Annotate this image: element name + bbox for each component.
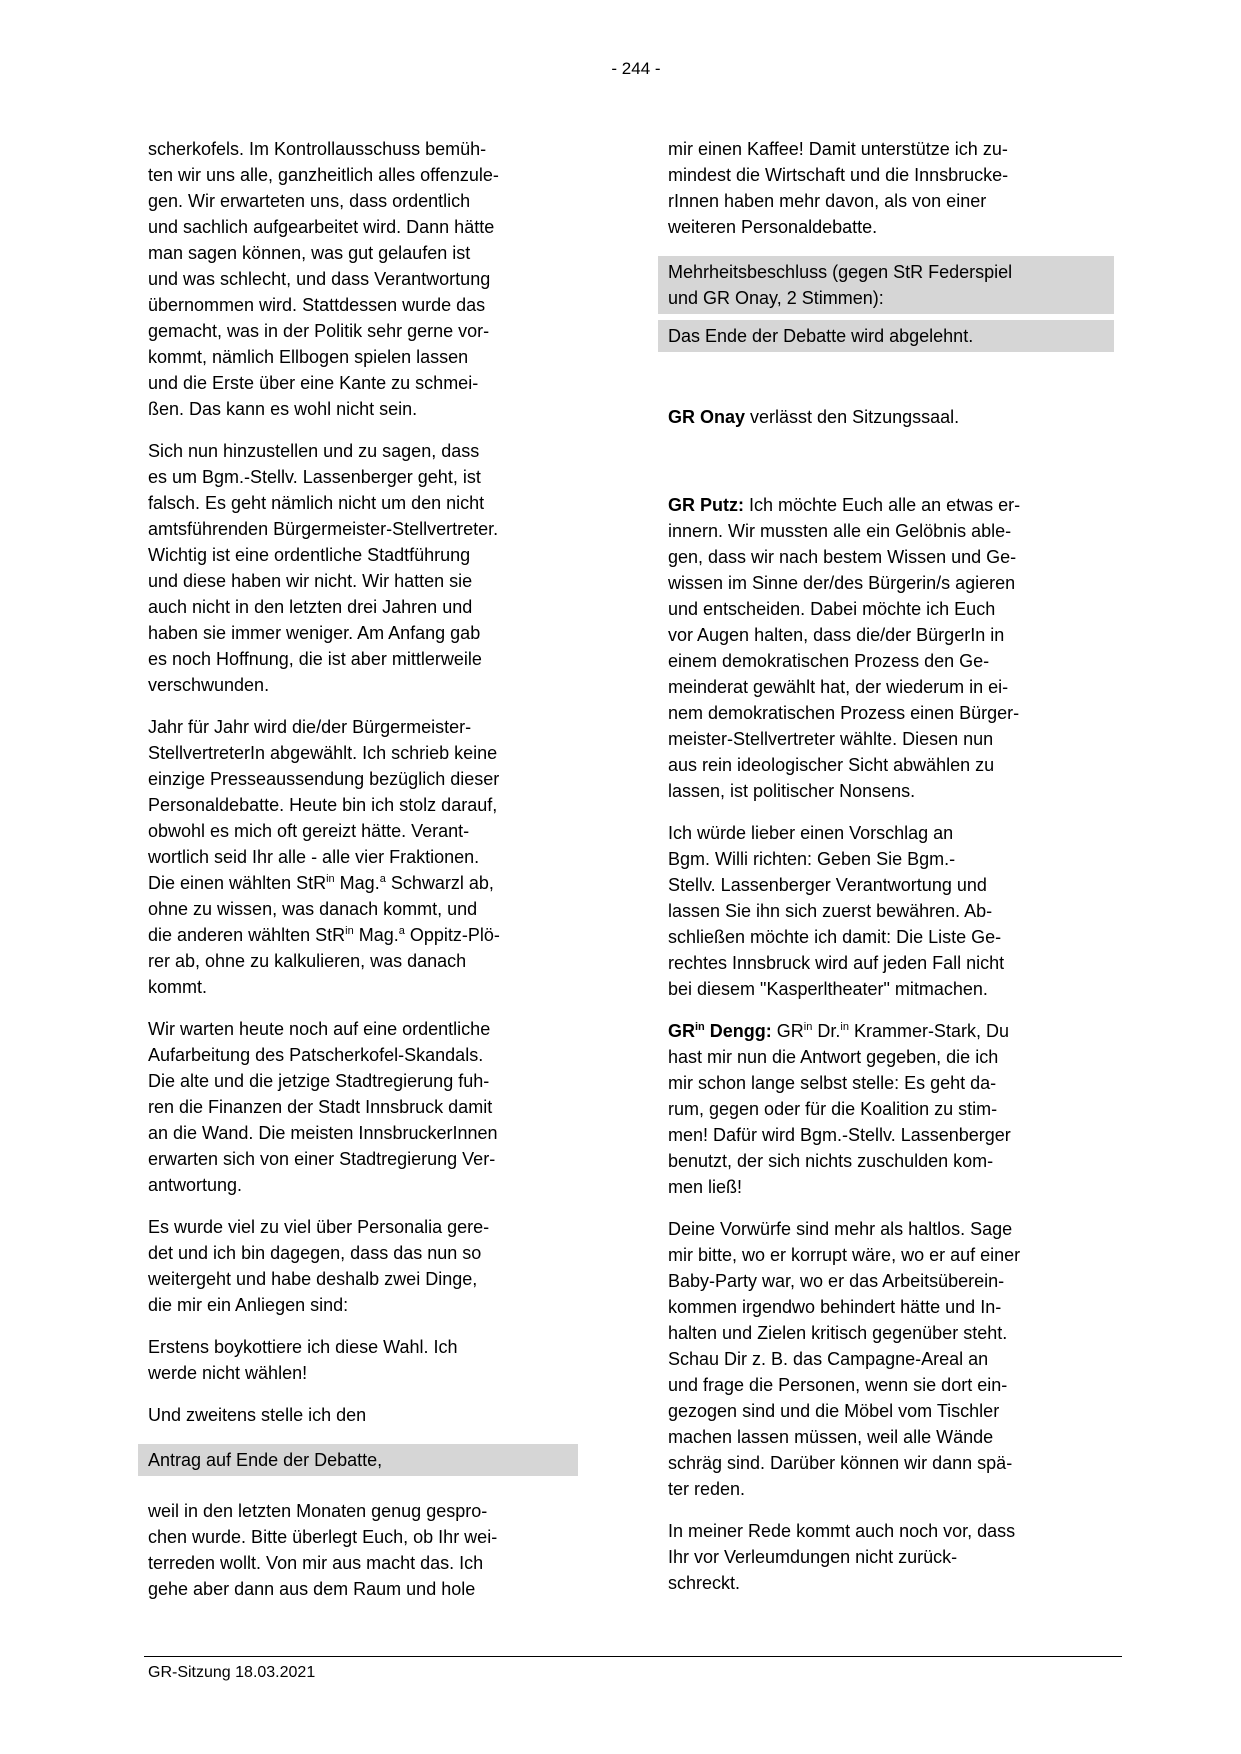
text-line: [668, 1476, 1114, 1502]
text-line: [668, 404, 1114, 430]
superscript-text: in: [326, 873, 335, 885]
text-line: [668, 674, 1114, 700]
text-run: Dr.: [812, 1021, 841, 1041]
text-line: [148, 922, 578, 948]
text-line: [668, 544, 1114, 570]
text-run: ßen. Das kann es wohl nicht sein.: [148, 399, 418, 419]
text-run: Die einen wählten StR: [148, 873, 327, 893]
text-run: rum, gegen oder für die Koalition zu stim-: [668, 1099, 998, 1119]
paragraph: [668, 1018, 1114, 1200]
page-content: [148, 136, 1124, 1618]
text-line: [148, 438, 578, 464]
text-run: die anderen wählten StR: [148, 925, 346, 945]
text-run: Und zweitens stelle ich den: [148, 1405, 367, 1425]
text-line: [668, 162, 1114, 188]
text-run: chen wurde. Bitte überlegt Euch, ob Ihr wei-: [148, 1527, 498, 1547]
text-run: innern. Wir mussten alle ein Gelöbnis able-: [668, 521, 1012, 541]
text-line: [148, 240, 578, 266]
text-run: rechtes Innsbruck wird auf jeden Fall nicht: [668, 953, 1005, 973]
text-run: Das Ende der Debatte wird abgelehnt.: [668, 326, 974, 346]
text-run: vor Augen halten, dass die/der BürgerIn in: [668, 625, 1005, 645]
text-line: [668, 1346, 1114, 1372]
text-run: terreden wollt. Von mir aus macht das. Ich: [148, 1553, 484, 1573]
paragraph: [148, 1334, 578, 1386]
text-line: [148, 1172, 578, 1198]
text-run: Stellv. Lassenberger Verantwortung und: [668, 875, 987, 895]
text-run: ten wir uns alle, ganzheitlich alles offenzule-: [148, 165, 499, 185]
text-line: [148, 896, 578, 922]
text-line: [148, 844, 578, 870]
text-run: meister-Stellvertreter wählte. Diesen nun: [668, 729, 994, 749]
text-run: rInnen haben mehr davon, als von einer: [668, 191, 987, 211]
text-line: [148, 370, 578, 396]
text-run: Krammer-Stark, Du: [848, 1021, 1009, 1041]
footer-rule: [144, 1656, 1122, 1657]
text-line: [148, 568, 578, 594]
text-run: ren die Finanzen der Stadt Innsbruck damit: [148, 1097, 493, 1117]
text-line: [148, 594, 578, 620]
text-line: [668, 285, 1112, 311]
text-line: [668, 622, 1114, 648]
text-line: [668, 1070, 1114, 1096]
text-line: [668, 872, 1114, 898]
text-run: In meiner Rede kommt auch noch vor, dass: [668, 1521, 1016, 1541]
text-run: aus rein ideologischer Sicht abwählen zu: [668, 755, 995, 775]
text-run: ter reden.: [668, 1479, 746, 1499]
text-line: [148, 792, 578, 818]
text-line: [148, 396, 578, 422]
text-line: [148, 1068, 578, 1094]
text-run: Ihr vor Verleumdungen nicht zurück-: [668, 1547, 958, 1567]
text-line: [668, 976, 1114, 1002]
text-run: gezogen sind und die Möbel vom Tischler: [668, 1401, 1000, 1421]
text-run: scherkofels. Im Kontrollausschuss bemüh-: [148, 139, 487, 159]
text-line: [668, 518, 1114, 544]
footer-text: GR-Sitzung 18.03.2021: [148, 1664, 316, 1681]
text-run: mir schon lange selbst stelle: Es geht da-: [668, 1073, 997, 1093]
paragraph: [668, 492, 1114, 804]
text-line: [148, 620, 578, 646]
text-run: und die Erste über eine Kante zu schmei-: [148, 373, 479, 393]
text-line: [668, 1148, 1114, 1174]
text-line: [148, 1360, 578, 1386]
text-line: [668, 752, 1114, 778]
text-run: Baby-Party war, wo er das Arbeitsüberein-: [668, 1271, 1005, 1291]
text-run: weiteren Personaldebatte.: [668, 217, 878, 237]
text-line: [148, 1214, 578, 1240]
paragraph: [148, 438, 578, 698]
text-line: [668, 136, 1114, 162]
text-run: men! Dafür wird Bgm.-Stellv. Lassenberger: [668, 1125, 1011, 1145]
text-line: [148, 1094, 578, 1120]
text-line: [668, 898, 1114, 924]
text-run: auch nicht in den letzten drei Jahren und: [148, 597, 473, 617]
text-line: [148, 974, 578, 1000]
text-line: [668, 700, 1114, 726]
text-line: [148, 1524, 578, 1550]
text-line: [668, 1268, 1114, 1294]
text-line: [148, 344, 578, 370]
text-run: ohne zu wissen, was danach kommt, und: [148, 899, 478, 919]
text-run: verlässt den Sitzungssaal.: [745, 407, 960, 427]
text-line: [668, 323, 1112, 349]
text-line: [668, 1320, 1114, 1346]
text-run: Ich würde lieber einen Vorschlag an: [668, 823, 954, 843]
text-line: [148, 266, 578, 292]
text-run: weitergeht und habe deshalb zwei Dinge,: [148, 1269, 478, 1289]
text-line: [148, 740, 578, 766]
text-line: [668, 214, 1114, 240]
text-run: mir einen Kaffee! Damit unterstütze ich zu-: [668, 139, 1008, 159]
text-line: [148, 870, 578, 896]
text-run: Bgm. Willi richten: Geben Sie Bgm.-: [668, 849, 956, 869]
text-line: [668, 1398, 1114, 1424]
text-run: GR: [771, 1021, 804, 1041]
text-run: Mehrheitsbeschluss (gegen StR Federspiel: [668, 262, 1013, 282]
text-run: Mag.: [334, 873, 380, 893]
text-run: einzige Presseaussendung bezüglich dieser: [148, 769, 500, 789]
text-run: obwohl es mich oft gereizt hätte. Verant-: [148, 821, 470, 841]
text-line: [668, 1174, 1114, 1200]
text-run: falsch. Es geht nämlich nicht um den nicht: [148, 493, 485, 513]
text-line: [668, 1570, 1114, 1596]
text-run: StellvertreterIn abgewählt. Ich schrieb keine: [148, 743, 498, 763]
text-line: [148, 1240, 578, 1266]
text-run: Die alte und die jetzige Stadtregierung fuh-: [148, 1071, 490, 1091]
text-line: [148, 672, 578, 698]
text-line: [668, 259, 1112, 285]
text-line: [668, 820, 1114, 846]
paragraph: [668, 1216, 1114, 1502]
text-run: antwortung.: [148, 1175, 243, 1195]
text-line: [148, 318, 578, 344]
text-run: und frage die Personen, wenn sie dort ein-: [668, 1375, 1008, 1395]
text-line: [148, 188, 578, 214]
superscript-text: a: [379, 873, 386, 885]
text-run: Ich möchte Euch alle an etwas er-: [744, 495, 1021, 515]
text-run: benutzt, der sich nichts zuschulden kom-: [668, 1151, 994, 1171]
text-run: Mag.: [353, 925, 399, 945]
text-run: haben sie immer weniger. Am Anfang gab: [148, 623, 481, 643]
superscript-text: in: [695, 1021, 705, 1033]
text-run: kommen irgendwo behindert hätte und In-: [668, 1297, 1002, 1317]
text-line: [668, 846, 1114, 872]
text-line: [668, 778, 1114, 804]
right-column: [668, 136, 1114, 1618]
text-run: Personaldebatte. Heute bin ich stolz darauf,: [148, 795, 498, 815]
text-run: Es wurde viel zu viel über Personalia gere-: [148, 1217, 490, 1237]
text-run: lassen, ist politischer Nonsens.: [668, 781, 916, 801]
superscript-text: a: [398, 925, 405, 937]
text-line: [668, 1372, 1114, 1398]
highlight-block: [138, 1444, 578, 1476]
text-line: [148, 1576, 578, 1602]
bold-text: GR Onay: [668, 407, 746, 427]
text-run: es um Bgm.-Stellv. Lassenberger geht, ist: [148, 467, 481, 487]
text-run: und sachlich aufgearbeitet wird. Dann hätte: [148, 217, 495, 237]
text-line: [668, 1044, 1114, 1070]
text-run: werde nicht wählen!: [148, 1363, 308, 1383]
text-line: [668, 1216, 1114, 1242]
text-line: [668, 1450, 1114, 1476]
text-line: [148, 1550, 578, 1576]
text-run: mir bitte, wo er korrupt wäre, wo er auf einer: [668, 1245, 1021, 1265]
text-run: Jahr für Jahr wird die/der Bürgermeister-: [148, 717, 472, 737]
text-run: wortlich seid Ihr alle - alle vier Fraktionen.: [148, 847, 480, 867]
text-line: [148, 1016, 578, 1042]
text-line: [668, 1122, 1114, 1148]
text-run: Schau Dir z. B. das Campagne-Areal an: [668, 1349, 989, 1369]
text-line: [668, 188, 1114, 214]
text-run: man sagen können, was gut gelaufen ist: [148, 243, 471, 263]
text-run: kommt, nämlich Ellbogen spielen lassen: [148, 347, 469, 367]
text-line: [668, 1294, 1114, 1320]
vertical-spacer: [668, 358, 1114, 388]
bold-text: Dengg:: [704, 1021, 772, 1041]
text-run: machen lassen müssen, weil alle Wände: [668, 1427, 994, 1447]
paragraph: [148, 714, 578, 1000]
text-run: Wir warten heute noch auf eine ordentliche: [148, 1019, 491, 1039]
text-run: lassen Sie ihn sich zuerst bewähren. Ab-: [668, 901, 993, 921]
text-run: verschwunden.: [148, 675, 270, 695]
text-line: [148, 1402, 578, 1428]
paragraph: [668, 404, 1114, 430]
text-run: Deine Vorwürfe sind mehr als haltlos. Sage: [668, 1219, 1013, 1239]
vertical-spacer: [668, 446, 1114, 476]
highlight-block: [658, 256, 1114, 314]
text-run: kommt.: [148, 977, 208, 997]
text-run: Antrag auf Ende der Debatte,: [148, 1450, 383, 1470]
text-run: und diese haben wir nicht. Wir hatten sie: [148, 571, 473, 591]
text-line: [148, 542, 578, 568]
text-run: es noch Hoffnung, die ist aber mittlerweile: [148, 649, 482, 669]
text-line: [148, 516, 578, 542]
text-run: Sich nun hinzustellen und zu sagen, dass: [148, 441, 480, 461]
text-run: und was schlecht, und dass Verantwortung: [148, 269, 491, 289]
text-run: gen, dass wir nach bestem Wissen und Ge-: [668, 547, 1017, 567]
text-run: det und ich bin dagegen, dass das nun so: [148, 1243, 482, 1263]
left-column: [148, 136, 578, 1618]
text-run: und GR Onay, 2 Stimmen):: [668, 288, 884, 308]
highlight-block: [658, 320, 1114, 352]
text-line: [148, 766, 578, 792]
text-run: rer ab, ohne zu kalkulieren, was danach: [148, 951, 467, 971]
text-line: [668, 1544, 1114, 1570]
text-line: [148, 1042, 578, 1068]
text-line: [668, 1018, 1114, 1044]
text-run: gen. Wir erwarteten uns, dass ordentlich: [148, 191, 471, 211]
text-run: meinderat gewählt hat, der wiederum in ei-: [668, 677, 1009, 697]
text-run: Aufarbeitung des Patscherkofel-Skandals.: [148, 1045, 484, 1065]
text-line: [148, 214, 578, 240]
text-line: [148, 162, 578, 188]
text-line: [148, 1447, 576, 1473]
text-line: [668, 1518, 1114, 1544]
bold-text: GR: [668, 1021, 695, 1041]
page-number: - 244 -: [611, 59, 661, 78]
text-line: [668, 726, 1114, 752]
text-run: die mir ein Anliegen sind:: [148, 1295, 349, 1315]
text-line: [148, 818, 578, 844]
paragraph: [148, 1498, 578, 1602]
text-line: [148, 1266, 578, 1292]
paragraph: [148, 1214, 578, 1318]
text-run: schreckt.: [668, 1573, 741, 1593]
text-run: men ließ!: [668, 1177, 743, 1197]
superscript-text: in: [345, 925, 354, 937]
text-line: [668, 950, 1114, 976]
text-run: erwarten sich von einer Stadtregierung Ver-: [148, 1149, 496, 1169]
text-line: [148, 948, 578, 974]
paragraph: [668, 1518, 1114, 1596]
paragraph: [148, 136, 578, 422]
text-line: [148, 1334, 578, 1360]
text-line: [668, 924, 1114, 950]
text-line: [668, 1096, 1114, 1122]
paragraph: [668, 136, 1114, 240]
text-run: Schwarzl ab,: [385, 873, 494, 893]
text-line: [668, 648, 1114, 674]
text-run: gehe aber dann aus dem Raum und hole: [148, 1579, 476, 1599]
text-run: amtsführenden Bürgermeister-Stellvertreter.: [148, 519, 499, 539]
text-line: [148, 714, 578, 740]
text-run: gemacht, was in der Politik sehr gerne vor-: [148, 321, 490, 341]
text-run: halten und Zielen kritisch gegenüber steht.: [668, 1323, 1008, 1343]
superscript-text: in: [840, 1021, 849, 1033]
text-line: [148, 1120, 578, 1146]
text-run: Erstens boykottiere ich diese Wahl. Ich: [148, 1337, 458, 1357]
text-run: einem demokratischen Prozess den Ge-: [668, 651, 990, 671]
page-footer: [144, 1656, 1122, 1683]
text-run: und entscheiden. Dabei möchte ich Euch: [668, 599, 996, 619]
text-line: [668, 492, 1114, 518]
text-line: [148, 646, 578, 672]
paragraph: [148, 1402, 578, 1428]
text-run: wissen im Sinne der/des Bürgerin/s agieren: [668, 573, 1016, 593]
text-line: [148, 490, 578, 516]
text-run: schließen möchte ich damit: Die Liste Ge-: [668, 927, 1002, 947]
text-run: nem demokratischen Prozess einen Bürger-: [668, 703, 1020, 723]
text-run: mindest die Wirtschaft und die Innsbrucke-: [668, 165, 1009, 185]
text-run: Oppitz-Plö-: [404, 925, 500, 945]
text-run: schräg sind. Darüber können wir dann spä-: [668, 1453, 1013, 1473]
text-run: weil in den letzten Monaten genug gespro-: [148, 1501, 488, 1521]
text-line: [148, 292, 578, 318]
text-line: [148, 464, 578, 490]
text-run: Wichtig ist eine ordentliche Stadtführung: [148, 545, 471, 565]
superscript-text: in: [803, 1021, 813, 1033]
text-line: [668, 1242, 1114, 1268]
text-run: an die Wand. Die meisten InnsbruckerInnen: [148, 1123, 498, 1143]
text-line: [668, 570, 1114, 596]
text-line: [668, 1424, 1114, 1450]
text-run: hast mir nun die Antwort gegeben, die ich: [668, 1047, 999, 1067]
text-line: [148, 1292, 578, 1318]
paragraph: [668, 820, 1114, 1002]
text-line: [148, 1146, 578, 1172]
paragraph: [148, 1016, 578, 1198]
text-run: übernommen wird. Stattdessen wurde das: [148, 295, 486, 315]
text-line: [148, 136, 578, 162]
text-line: [148, 1498, 578, 1524]
text-run: bei diesem "Kasperltheater" mitmachen.: [668, 979, 988, 999]
bold-text: GR Putz:: [668, 495, 744, 515]
text-line: [668, 596, 1114, 622]
